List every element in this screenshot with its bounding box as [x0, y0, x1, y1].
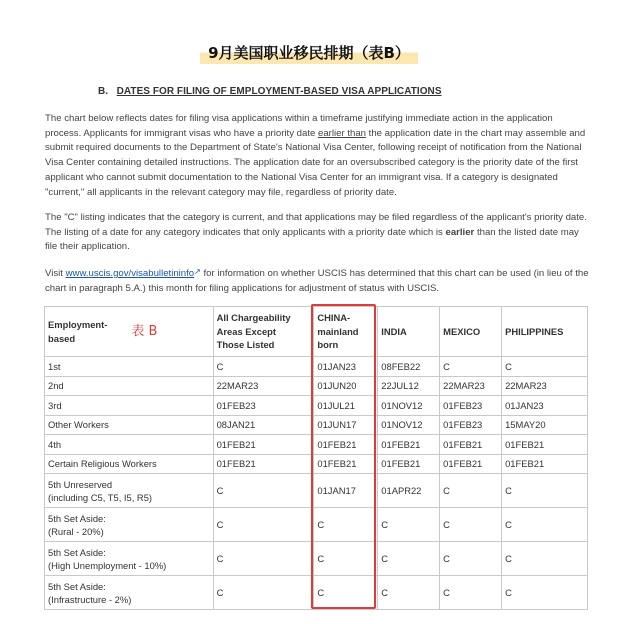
row-label: Other Workers: [45, 415, 214, 435]
cell-mexico: C: [440, 474, 502, 508]
table-row: [45, 454, 588, 474]
table-row: [45, 415, 588, 435]
header-india: INDIA: [378, 307, 440, 357]
row-label-line1: 5th Set Aside:: [48, 512, 106, 524]
page-title: 9月美国职业移民排期（表B）: [200, 40, 418, 64]
cell-mexico: C: [440, 357, 502, 377]
row-label: [45, 474, 214, 508]
visa-dates-table: [44, 306, 588, 610]
para1-text-c: the application date in the chart may assemble and submit required documents to the Department of State's National Visa Center, following receipt of notification from the National Visa Center containing detailed instructions. The application date for an oversubscribed category is the priority date of the first applicant who cannot submit documentation to the National Visa Center for an immigrant visa. If a category is designated "current," all applicants in the relevant category may file, regardless of priority date.: [45, 127, 586, 198]
cell-china: 01JUL21: [314, 396, 378, 416]
section-heading: [98, 86, 442, 97]
cell-india: 22JUL12: [378, 376, 440, 396]
row-label: 3rd: [45, 396, 214, 416]
cell-philippines: 01FEB21: [502, 454, 588, 474]
row-label-line2: (Rural - 20%): [48, 525, 104, 537]
employment-header-wrap: [48, 318, 210, 345]
row-label-line2: (Infrastructure - 2%): [48, 593, 132, 605]
cell-china: 01FEB21: [314, 454, 378, 474]
cell-all: C: [213, 474, 314, 508]
cell-china: 01JUN17: [314, 415, 378, 435]
section-title: DATES FOR FILING OF EMPLOYMENT-BASED VISA APPLICATIONS: [116, 86, 442, 97]
row-label-line2: (including C5, T5, I5, R5): [48, 491, 153, 503]
cell-india: 01FEB21: [378, 454, 440, 474]
cell-mexico: C: [440, 508, 502, 542]
table-row: [45, 376, 588, 396]
header-employment-line1: Employment-: [48, 319, 108, 330]
row-label-line1: 5th Set Aside:: [48, 546, 106, 558]
cell-mexico: C: [440, 542, 502, 576]
cell-philippines: C: [502, 508, 588, 542]
employment-header-text: [48, 318, 107, 345]
cell-mexico: 01FEB21: [440, 435, 502, 455]
row-label: [45, 576, 214, 610]
cell-china: 01FEB21: [314, 435, 378, 455]
cell-china: C: [314, 508, 378, 542]
cell-all: 08JAN21: [213, 415, 314, 435]
header-all-line3: Those Listed: [216, 339, 275, 351]
cell-mexico: 01FEB21: [440, 454, 502, 474]
cell-mexico: 22MAR23: [440, 376, 502, 396]
cell-india: C: [378, 542, 440, 576]
section-letter: B.: [98, 86, 109, 97]
cell-all: C: [213, 508, 314, 542]
table-row: [45, 435, 588, 455]
cell-all: 01FEB21: [213, 435, 314, 455]
row-label-line2: (High Unemployment - 10%): [48, 559, 167, 571]
cell-all: 01FEB21: [213, 454, 314, 474]
table-header-row: [45, 307, 588, 357]
row-label: Certain Religious Workers: [45, 454, 214, 474]
table-row: [45, 396, 588, 416]
header-all-chargeability: [213, 307, 314, 357]
cell-philippines: 22MAR23: [502, 376, 588, 396]
cell-india: 08FEB22: [378, 357, 440, 377]
cell-mexico: C: [440, 576, 502, 610]
header-all-line2: Areas Except: [216, 325, 277, 337]
para3-text-c: for information on whether USCIS has determined that this chart can be used (in lieu of the chart in paragraph 5.A.) this month for filing applications for adjustment of status with USCIS.: [45, 268, 589, 294]
cell-philippines: C: [502, 357, 588, 377]
cell-mexico: 01FEB23: [440, 415, 502, 435]
paragraph-filing-dates: [45, 112, 590, 200]
header-china-line3: born: [317, 339, 339, 351]
cell-philippines: C: [502, 576, 588, 610]
cell-all: C: [213, 542, 314, 576]
header-mexico: MEXICO: [440, 307, 502, 357]
cell-china: 01JAN23: [314, 357, 378, 377]
header-employment-based: [45, 307, 214, 357]
title-wrap: [0, 40, 618, 64]
cell-china: C: [314, 542, 378, 576]
header-china-line2: mainland: [317, 325, 359, 337]
para1-emphasis: earlier than: [318, 127, 367, 139]
table-row: [45, 542, 588, 576]
cell-india: C: [378, 508, 440, 542]
uscis-link[interactable]: www.uscis.gov/visabulletininfo: [65, 268, 195, 279]
header-china-line1: CHINA-: [317, 312, 351, 324]
cell-china: C: [314, 576, 378, 610]
cell-all: C: [213, 576, 314, 610]
row-label-line1: 5th Unreserved: [48, 478, 113, 490]
header-philippines: PHILIPPINES: [502, 307, 588, 357]
row-label-line1: 5th Set Aside:: [48, 580, 106, 592]
cell-all: C: [213, 357, 314, 377]
row-label: 2nd: [45, 376, 214, 396]
cell-india: 01FEB21: [378, 435, 440, 455]
cell-india: 01APR22: [378, 474, 440, 508]
row-label: [45, 542, 214, 576]
cell-india: 01NOV12: [378, 396, 440, 416]
row-label: [45, 508, 214, 542]
para2-text-a: The "C" listing indicates that the category is current, and that applications may be filed regardless of the applicant's priority date. The listing of a date for any category indicates that only applicants with a priority date which is: [45, 212, 587, 238]
header-employment-line2: based: [48, 332, 76, 344]
header-all-line1: All Chargeability: [216, 312, 291, 324]
header-china: [314, 307, 378, 357]
paragraph-current-listing: [45, 211, 590, 255]
cell-india: C: [378, 576, 440, 610]
table-row: [45, 357, 588, 377]
cell-china: 01JAN17: [314, 474, 378, 508]
row-label: 1st: [45, 357, 214, 377]
cell-philippines: 15MAY20: [502, 415, 588, 435]
paragraph-uscis: [45, 265, 590, 296]
table-row: [45, 508, 588, 542]
cell-philippines: C: [502, 542, 588, 576]
table-row: [45, 576, 588, 610]
para2-text-c: than the listed date may file their application.: [45, 226, 579, 253]
cell-china: 01JUN20: [314, 376, 378, 396]
table-b-tag: 表 B: [131, 323, 158, 339]
cell-philippines: 01FEB21: [502, 435, 588, 455]
para2-emphasis: earlier: [445, 226, 475, 238]
cell-philippines: 01JAN23: [502, 396, 588, 416]
row-label: 4th: [45, 435, 214, 455]
para3-text-a: Visit: [45, 268, 66, 279]
para1-text-a: The chart below reflects dates for filing visa applications within a timeframe justifying immediate action in the application process. Applicants for immigrant visas who have a priority date: [45, 113, 553, 139]
cell-mexico: 01FEB23: [440, 396, 502, 416]
table-row: [45, 474, 588, 508]
cell-india: 01NOV12: [378, 415, 440, 435]
cell-philippines: C: [502, 474, 588, 508]
cell-all: 22MAR23: [213, 376, 314, 396]
cell-all: 01FEB23: [213, 396, 314, 416]
external-link-icon: ↗: [194, 267, 201, 276]
